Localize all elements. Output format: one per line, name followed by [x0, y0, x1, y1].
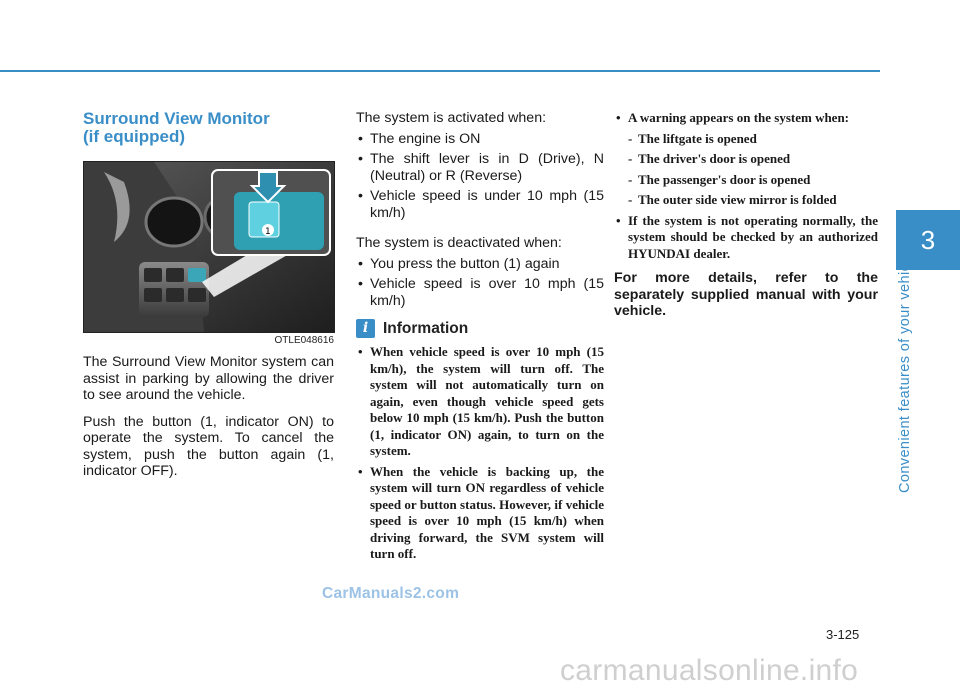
list-item	[614, 110, 878, 209]
list-item: • If the system is not operating normally, the system should be checked by an authorized HYUNDAI dealer.	[614, 213, 878, 263]
info-title: Information	[383, 319, 469, 337]
chapter-title: Convenient features of your vehicle	[897, 251, 913, 493]
activated-intro: The system is activated when:	[356, 110, 547, 126]
warning-intro: A warning appears on the system when:	[628, 110, 850, 125]
console-illustration	[84, 162, 334, 332]
column-1	[83, 110, 334, 490]
section-title-line1: Surround View Monitor	[83, 109, 270, 128]
column-3	[614, 110, 878, 320]
list-item: • When vehicle speed is over 10 mph (15 km/h), the system will turn off. The system will not automatically turn on again, even though vehicle speed gets below 10 mph (15 km/h). Push the button (1, indicator ON) again, to turn on the system.	[356, 344, 604, 460]
sub-item: - The outer side view mirror is folded	[628, 192, 878, 209]
activated-list	[356, 131, 604, 222]
list-item: • You press the button (1) again	[356, 256, 604, 273]
console-photo	[83, 161, 335, 333]
intro-paragraph: The Surround View Monitor system can assist in parking by allowing the driver to see around the vehicle.	[83, 354, 334, 403]
info-icon: i	[356, 319, 375, 338]
figure-id: OTLE048616	[274, 335, 334, 346]
svg-text:1: 1	[265, 227, 271, 237]
warning-sublist	[628, 131, 878, 209]
sub-item: - The driver's door is opened	[628, 151, 878, 168]
list-item: • When the vehicle is backing up, the system will turn ON regardless of vehicle speed or button status. However, if vehicle speed is over 10 mph (15 km/h) when driving forward, the SVM system will turn off.	[356, 464, 604, 563]
deactivated-list	[356, 256, 604, 310]
column-2	[356, 110, 604, 567]
page-number: 3-125	[826, 627, 860, 642]
sub-item: - The passenger's door is opened	[628, 172, 878, 189]
deactivated-intro: The system is deactivated when:	[356, 235, 562, 251]
info-header	[356, 319, 604, 338]
operation-paragraph: Push the button (1, indicator ON) to operate the system. To cancel the system, push the button again (1, indicator OFF).	[83, 413, 334, 479]
list-item: • Vehicle speed is under 10 mph (15 km/h)	[356, 188, 604, 221]
section-title-line2: (if equipped)	[83, 127, 185, 146]
list-item: • Vehicle speed is over 10 mph (15 km/h)	[356, 276, 604, 309]
watermark: CarManuals2.com	[322, 585, 460, 602]
section-title	[83, 110, 334, 146]
chapter-number: 3	[920, 225, 936, 255]
more-details-note: For more details, refer to the separately supplied manual with your vehicle.	[614, 270, 878, 319]
sub-item: - The liftgate is opened	[628, 131, 878, 148]
footer-watermark: carmanualsonline.info	[560, 654, 859, 687]
warning-list	[614, 110, 878, 262]
info-list	[356, 344, 604, 563]
list-item: • The engine is ON	[356, 131, 604, 148]
header-rule	[0, 70, 880, 72]
list-item: • The shift lever is in D (Drive), N (Neutral) or R (Reverse)	[356, 151, 604, 184]
